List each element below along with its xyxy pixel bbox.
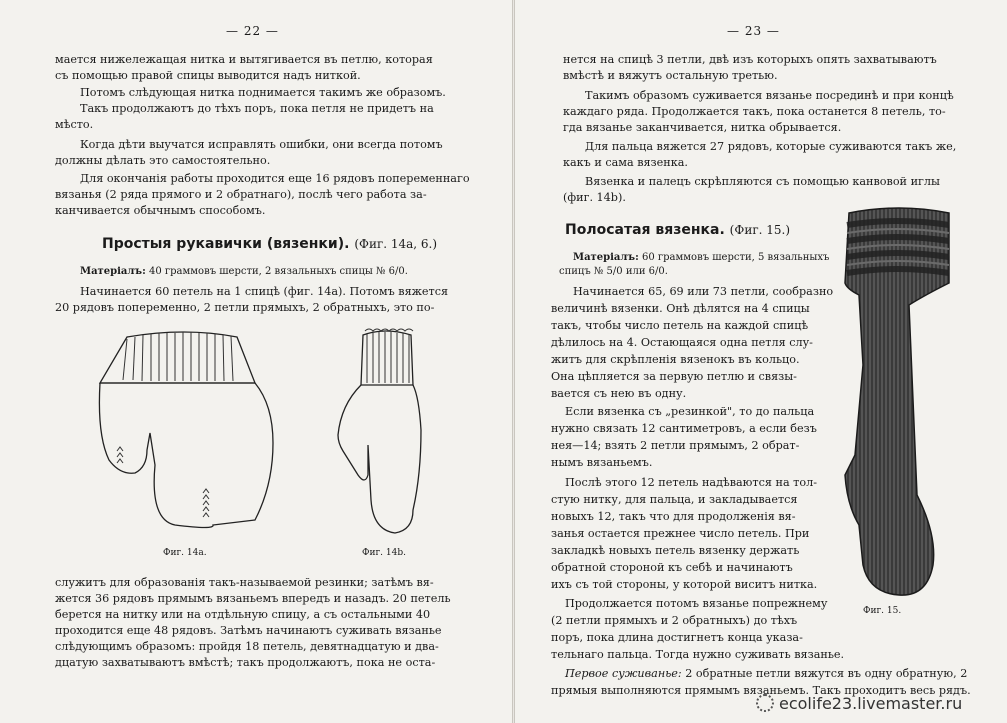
text-line: тельнаго пальца. Тогда нужно суживать вязанье. [551,648,845,661]
page-number: — 23 — [727,24,780,38]
text-line: Если вязенка съ „резинкой", то до пальца [565,405,815,418]
text-line [565,666,967,683]
materials-text: 40 граммовъ шерсти, 2 вязальныхъ спицы № 6/0. [148,266,408,277]
materials-label: Матеріалъ: [573,252,639,263]
text-line: (фиг. 14b). [563,191,626,204]
text-line: Когда дѣти выучатся исправлять ошибки, они всегда потомъ [80,138,443,151]
text-line: съ помощью правой спицы выводится надъ ниткой. [55,69,361,82]
text-line: мѣсто. [55,118,94,131]
right-page [514,0,1007,723]
text-line: Для пальца вяжется 27 рядовъ, которые суживаются такъ же, [585,140,957,153]
text-line: Потомъ слѣдующая нитка поднимается такимъ же образомъ. [80,86,446,99]
text-line: жется 36 рядовъ прямымъ вязаньемъ впередъ и назадъ. 20 петель [55,592,451,605]
text-line: слѣдующимъ образомъ: пройдя 18 петель, девятнадцатую и два- [55,640,439,653]
text-span: 2 обратные петли вяжутся въ одну обратную, 2 [685,667,968,680]
text-line: нется на спицѣ 3 петли, двѣ изъ которыхъ опять захватываютъ [563,53,937,66]
text-line: ихъ съ той стороны, у которой виситъ нитка. [551,578,818,591]
striped-mitten-figure [837,205,967,600]
heading-title: Полосатая вязенка. [565,222,725,238]
text-line: такъ, чтобы число петель на каждой спицѣ [551,319,809,332]
text-line: прямыя выполняются прямымъ вязаньемъ. Такъ проходитъ весь рядъ. [551,684,971,697]
section-heading [102,236,437,252]
text-line: Вязенка и палецъ скрѣпляются съ помощью канвовой иглы [585,175,940,188]
text-line: (2 петли прямыхъ и 2 обратныхъ) до тѣхъ [551,614,798,627]
italic-term: Первое суживанье: [565,667,682,680]
text-line: 20 рядовъ попеременно, 2 петли прямыхъ, 2 обратныхъ, это по- [55,301,435,314]
text-line: нымъ вязаньемъ. [551,456,653,469]
materials-line [80,264,408,281]
text-line: служитъ для образованія такъ-называемой резинки; затѣмъ вя- [55,576,434,589]
text-line: берется на нитку или на отдѣльную спицу, а съ остальными 40 [55,608,431,621]
text-line: мается нижележащая нитка и вытягивается въ петлю, которая [55,53,433,66]
text-line: должны дѣлать это самостоятельно. [55,154,271,167]
section-heading [565,222,790,238]
text-line: каждаго ряда. Продолжается такъ, пока останется 8 петель, то- [563,105,946,118]
mitten-figure [333,325,443,540]
watermark-text: ecolife23.livemaster.ru [779,694,963,713]
text-line: нея—14; взять 2 петли прямымъ, 2 обрат- [551,439,800,452]
text-line: Начинается 60 петель на 1 спицѣ (фиг. 14а). Потомъ вяжется [80,285,449,298]
text-line: канчивается обычнымъ способомъ. [55,204,266,217]
text-line: проходится еще 48 рядовъ. Затѣмъ начинаютъ суживать вязанье [55,624,442,637]
figure-caption: Фиг. 14b. [362,548,406,558]
figure-caption: Фиг. 14а. [163,548,207,558]
heading-figure-ref: (Фиг. 15.) [729,223,790,237]
text-line: гда вязанье заканчивается, нитка обрывается. [563,121,842,134]
text-line: Для окончанія работы проходится еще 16 рядовъ попеременнаго [80,172,470,185]
text-line: стую нитку, для пальца, и закладывается [551,493,798,506]
text-line: вмѣстѣ и вяжутъ остальную третью. [563,69,778,82]
text-line: нужно связать 12 сантиметровъ, а если безъ [551,422,817,435]
text-line: обратной стороной къ себѣ и начинаютъ [551,561,793,574]
text-line: Начинается 65, 69 или 73 петли, сообразно [573,285,834,298]
text-line: Продолжается потомъ вязанье попрежнему [565,597,828,610]
text-line: Послѣ этого 12 петель надѣваются на тол- [565,476,817,489]
text-line: Она цѣпляется за первую петлю и связы- [551,370,797,383]
page-number: — 22 — [226,24,279,38]
materials-label: Матеріалъ: [80,266,146,277]
text-line: дцатую захватываютъ вмѣстѣ; такъ продолжаютъ, пока не оста- [55,656,436,669]
text-line: занья остается прежнее число петель. При [551,527,810,540]
text-line: какъ и сама вязенка. [563,156,688,169]
mitten-pattern-figure [95,325,295,540]
text-line: величинѣ вязенки. Онѣ дѣлятся на 4 спицы [551,302,810,315]
text-line: Такъ продолжаютъ до тѣхъ поръ, пока петля не придетъ на [80,102,434,115]
heading-figure-ref: (Фиг. 14а, 6.) [354,237,438,251]
watermark [756,694,962,713]
text-line: вязанья (2 ряда прямого и 2 обратнаго), послѣ чего работа за- [55,188,427,201]
materials-text: 60 граммовъ шерсти, 5 вязальныхъ [641,252,830,263]
heading-title: Простыя рукавички (вязенки). [102,236,350,252]
text-line: новыхъ 12, такъ что для продолженія вя- [551,510,796,523]
figure-caption: Фиг. 15. [863,606,902,616]
text-line: закладкѣ новыхъ петель вязенку держать [551,544,800,557]
text-line: Такимъ образомъ суживается вязанье посрединѣ и при концѣ [585,89,954,102]
text-line: житъ для скрѣпленія вязенокъ въ кольцо. [551,353,800,366]
text-line: вается съ нею въ одну. [551,387,687,400]
materials-line: спицъ № 5/0 или 6/0. [559,266,668,277]
livemaster-logo-icon [756,694,774,712]
text-line: поръ, пока длина достигнетъ конца указа- [551,631,803,644]
text-line: дѣлилось на 4. Остающаяся одна петля слу- [551,336,813,349]
